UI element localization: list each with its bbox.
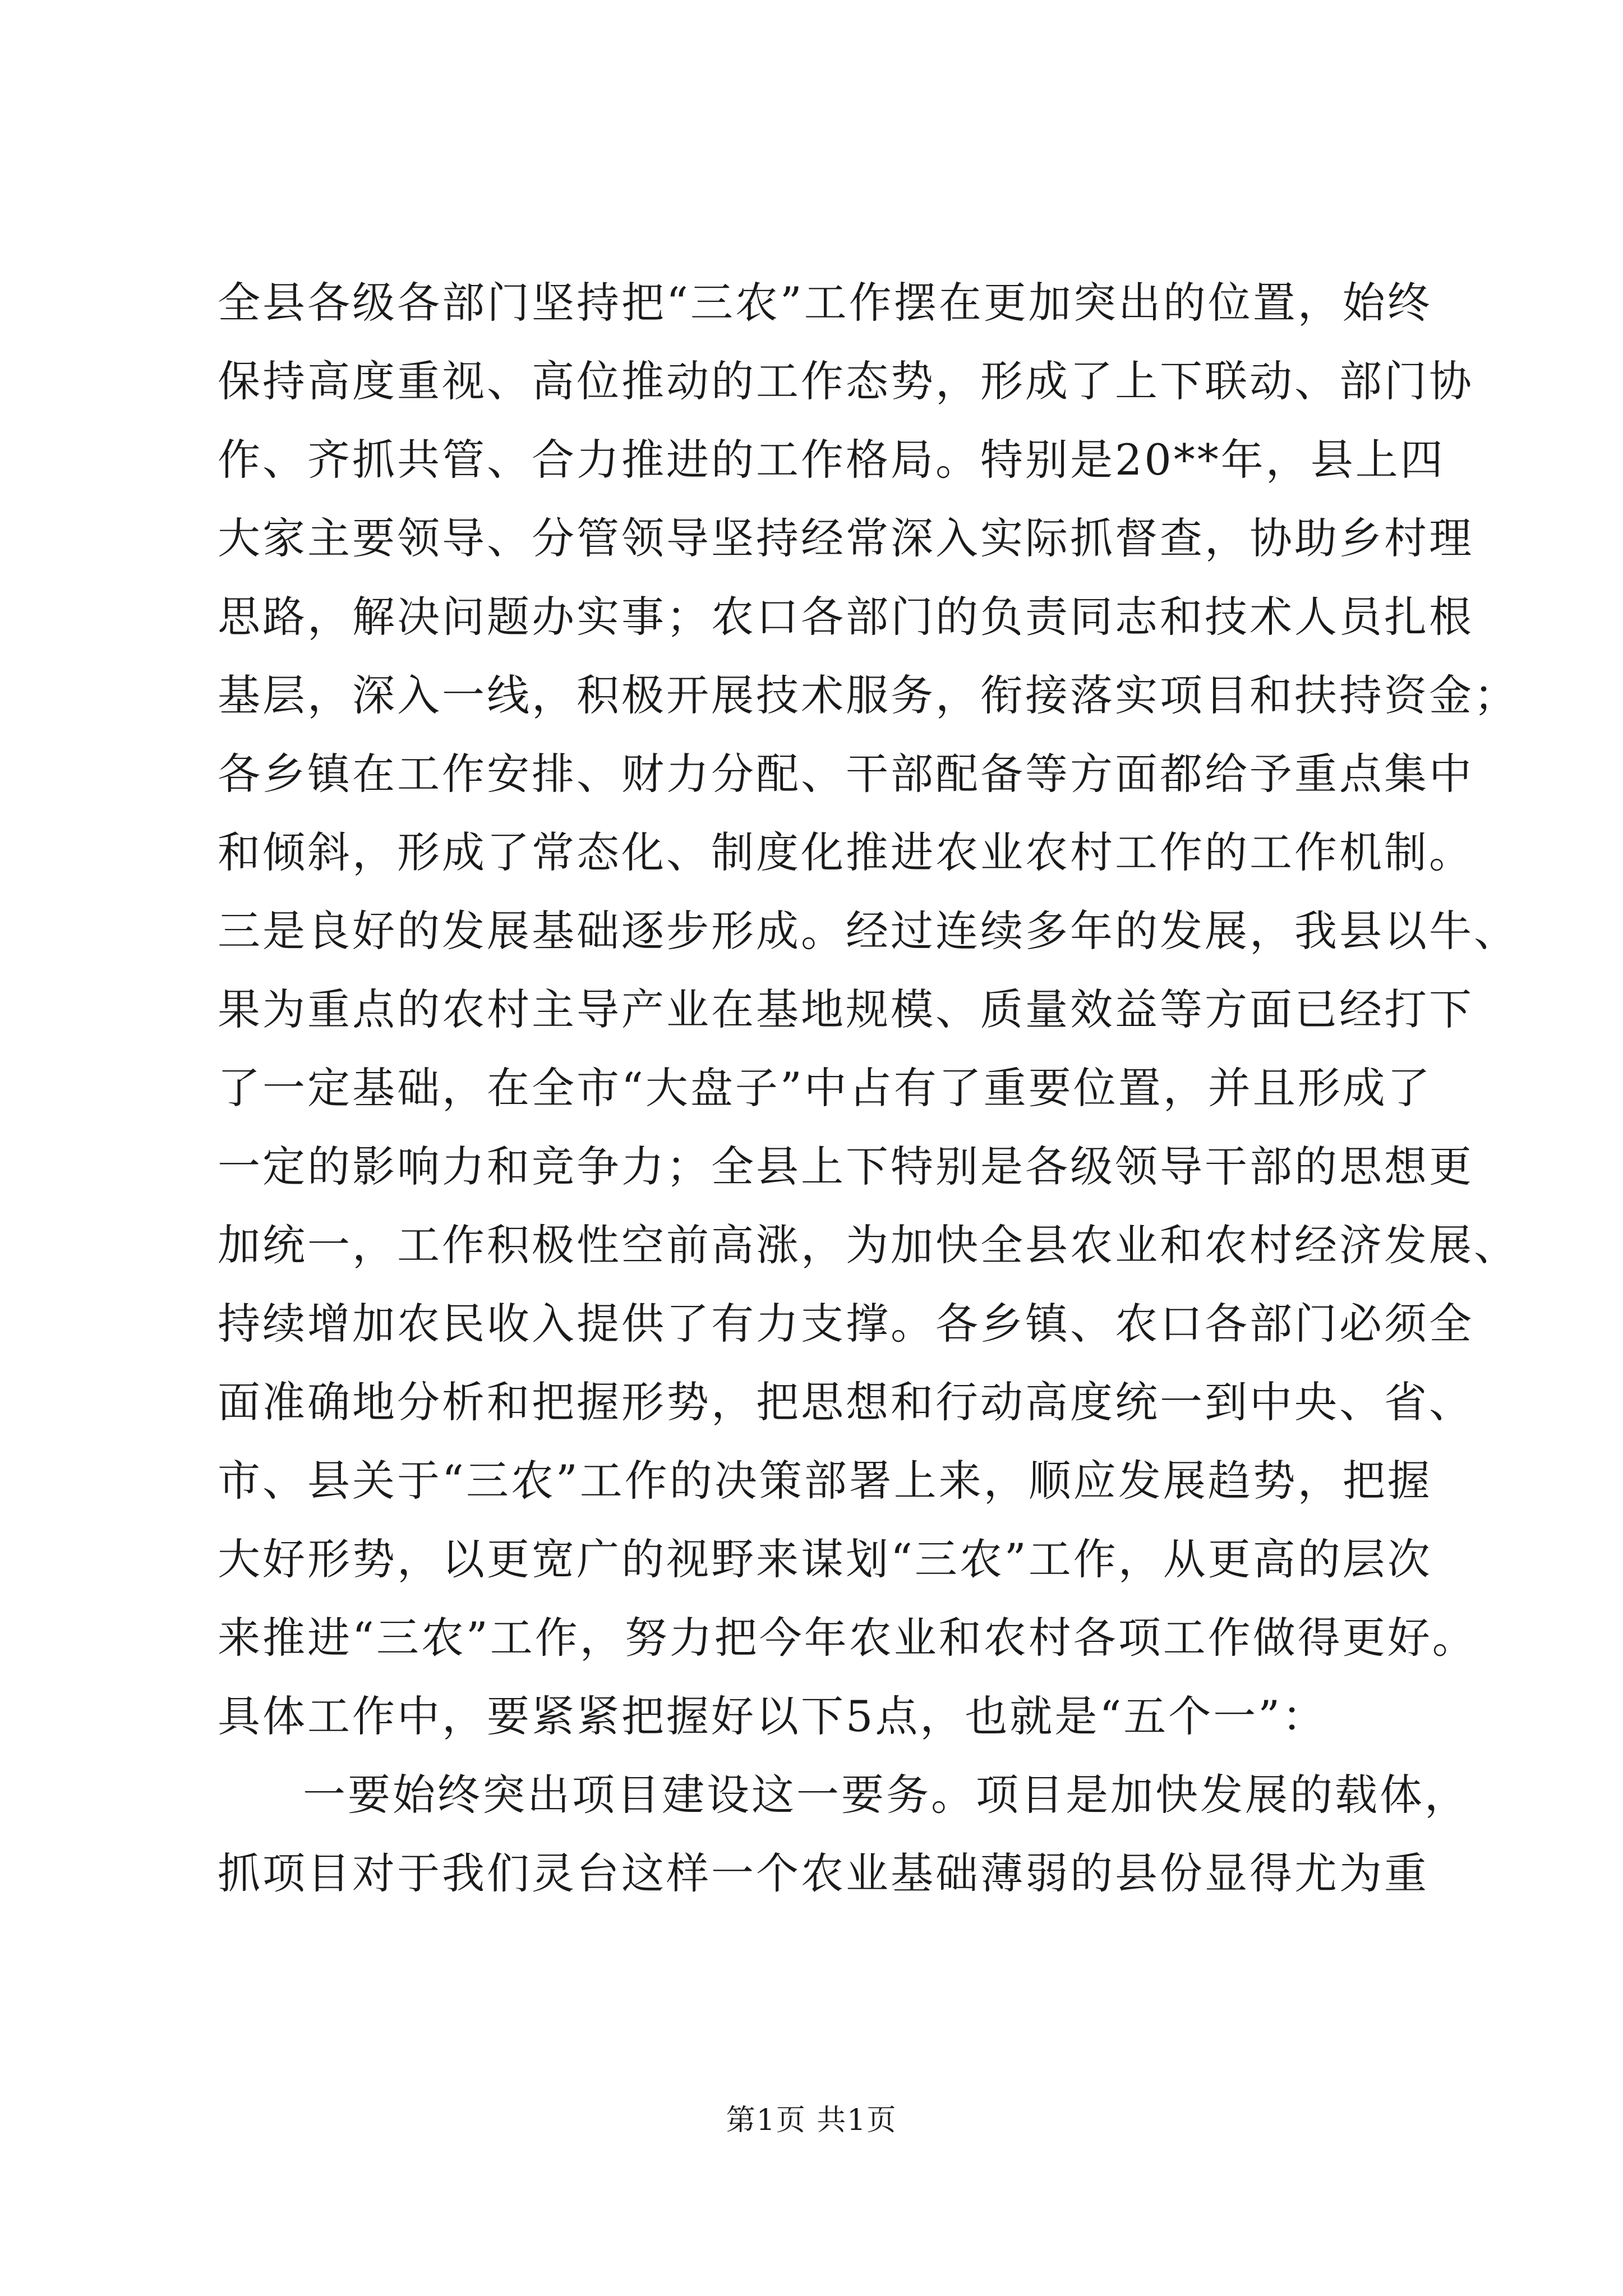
document-body xyxy=(218,264,1519,1913)
text-line: 大家主要领导、分管领导坚持经常深入实际抓督查，协助乡村理 xyxy=(218,513,1474,563)
text-line: 了一定基础，在全市“大盘子”中占有了重要位置，并且形成了 xyxy=(218,1063,1432,1113)
text-line: 加统一，工作积极性空前高涨，为加快全县农业和农村经济发展、 xyxy=(218,1220,1519,1270)
text-line: 保持高度重视、高位推动的工作态势，形成了上下联动、部门协 xyxy=(218,356,1474,406)
page-number-footer: 第1页 共1页 xyxy=(726,2104,897,2137)
text-line: 来推进“三农”工作，努力把今年农业和农村各项工作做得更好。 xyxy=(218,1613,1477,1663)
text-line: 思路，解决问题办实事；农口各部门的负责同志和技术人员扎根 xyxy=(218,592,1474,642)
text-line: 持续增加农民收入提供了有力支撑。各乡镇、农口各部门必须全 xyxy=(218,1299,1474,1349)
text-line: 具体工作中，要紧紧把握好以下5点，也就是“五个一”： xyxy=(218,1691,1327,1741)
text-line: 抓项目对于我们灵台这样一个农业基础薄弱的县份显得尤为重 xyxy=(218,1848,1429,1898)
text-line: 全县各级各部门坚持把“三农”工作摆在更加突出的位置，始终 xyxy=(218,278,1432,328)
text-line: 和倾斜，形成了常态化、制度化推进农业农村工作的工作机制。 xyxy=(218,827,1474,877)
text-line: 作、齐抓共管、合力推进的工作格局。特别是20**年，县上四 xyxy=(218,435,1445,485)
text-line: 三是良好的发展基础逐步形成。经过连续多年的发展，我县以牛、 xyxy=(218,906,1519,956)
text-line: 大好形势，以更宽广的视野来谋划“三农”工作，从更高的层次 xyxy=(218,1534,1432,1584)
text-line: 各乡镇在工作安排、财力分配、干部配备等方面都给予重点集中 xyxy=(218,749,1474,799)
text-line: 果为重点的农村主导产业在基地规模、质量效益等方面已经打下 xyxy=(218,984,1474,1034)
text-line: 一定的影响力和竞争力；全县上下特别是各级领导干部的思想更 xyxy=(218,1142,1474,1191)
text-line: 市、县关于“三农”工作的决策部署上来，顺应发展趋势，把握 xyxy=(218,1456,1432,1506)
paragraph-first-line: 一要始终突出项目建设这一要务。项目是加快发展的载体， xyxy=(303,1770,1469,1820)
text-line: 基层，深入一线，积极开展技术服务，衔接落实项目和扶持资金； xyxy=(218,670,1519,720)
text-line: 面准确地分析和把握形势，把思想和行动高度统一到中央、省、 xyxy=(218,1377,1474,1427)
